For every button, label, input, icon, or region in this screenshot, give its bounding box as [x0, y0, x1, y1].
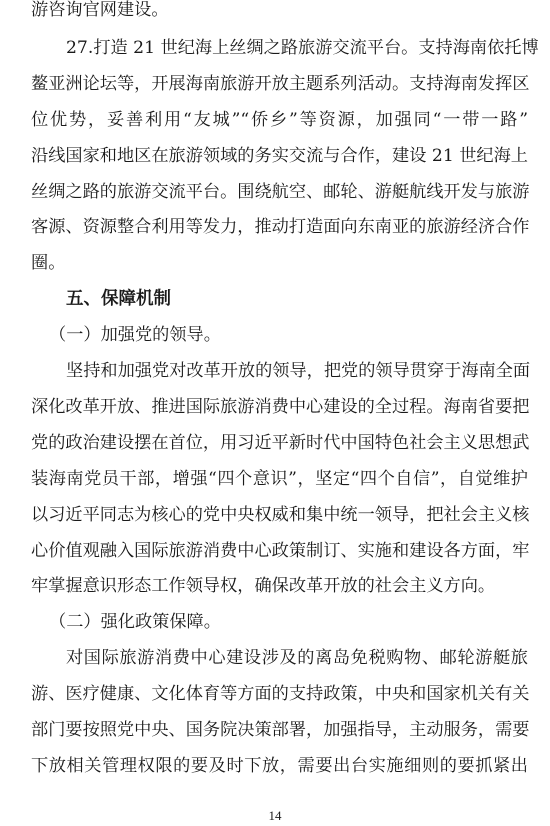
subsection-heading: （二）强化政策保障。	[49, 612, 221, 632]
subsection-heading: （一）加强党的领导。	[49, 325, 221, 345]
paragraph-line: 深化改革开放、推进国际旅游消费中心建设的全过程。海南省要把	[31, 397, 530, 417]
page-number: 14	[268, 808, 282, 823]
paragraph-line: 党的政治建设摆在首位，用习近平新时代中国特色社会主义思想武	[31, 433, 530, 453]
paragraph-line: 下放相关管理权限的要及时下放，需要出台实施细则的要抓紧出	[31, 756, 528, 776]
paragraph-line: 27.打造 21 世纪海上丝绸之路旅游交流平台。支持海南依托博	[66, 38, 539, 58]
paragraph-line: 牢掌握意识形态工作领导权，确保改革开放的社会主义方向。	[31, 576, 496, 596]
paragraph-line: 游、医疗健康、文化体育等方面的支持政策，中央和国家机关有关	[31, 684, 530, 704]
paragraph-line: 坚持和加强党对改革开放的领导，把党的领导贯穿于海南全面	[66, 361, 531, 381]
paragraph-line: 部门要按照党中央、国务院决策部署，加强指导，主动服务，需要	[31, 720, 530, 740]
paragraph-line: 客源、资源整合利用等发力，推动打造面向东南亚的旅游经济合作	[31, 217, 530, 237]
paragraph-line: 装海南党员干部，增强“四个意识”，坚定“四个自信”，自觉维护	[31, 469, 528, 489]
paragraph-line: 以习近平同志为核心的党中央权威和集中统一领导，把社会主义核	[31, 505, 530, 525]
paragraph-line: 丝绸之路的旅游交流平台。围绕航空、邮轮、游艇航线开发与旅游	[31, 182, 530, 202]
paragraph-line: 游咨询官网建设。	[31, 0, 169, 20]
paragraph-line: 位优势，妥善利用“友城”“侨乡”等资源，加强同“一带一路”	[31, 110, 528, 130]
paragraph-line: 对国际旅游消费中心建设涉及的离岛免税购物、邮轮游艇旅	[66, 648, 528, 668]
paragraph-line: 心价值观融入国际旅游消费中心政策制订、实施和建设各方面，牢	[31, 541, 530, 561]
paragraph-line: 圈。	[31, 253, 66, 273]
paragraph-line: 沿线国家和地区在旅游领域的务实交流与合作，建设 21 世纪海上	[31, 146, 528, 166]
section-heading: 五、保障机制	[66, 289, 171, 309]
paragraph-line: 鳌亚洲论坛等，开展海南旅游开放主题系列活动。支持海南发挥区	[31, 74, 530, 94]
